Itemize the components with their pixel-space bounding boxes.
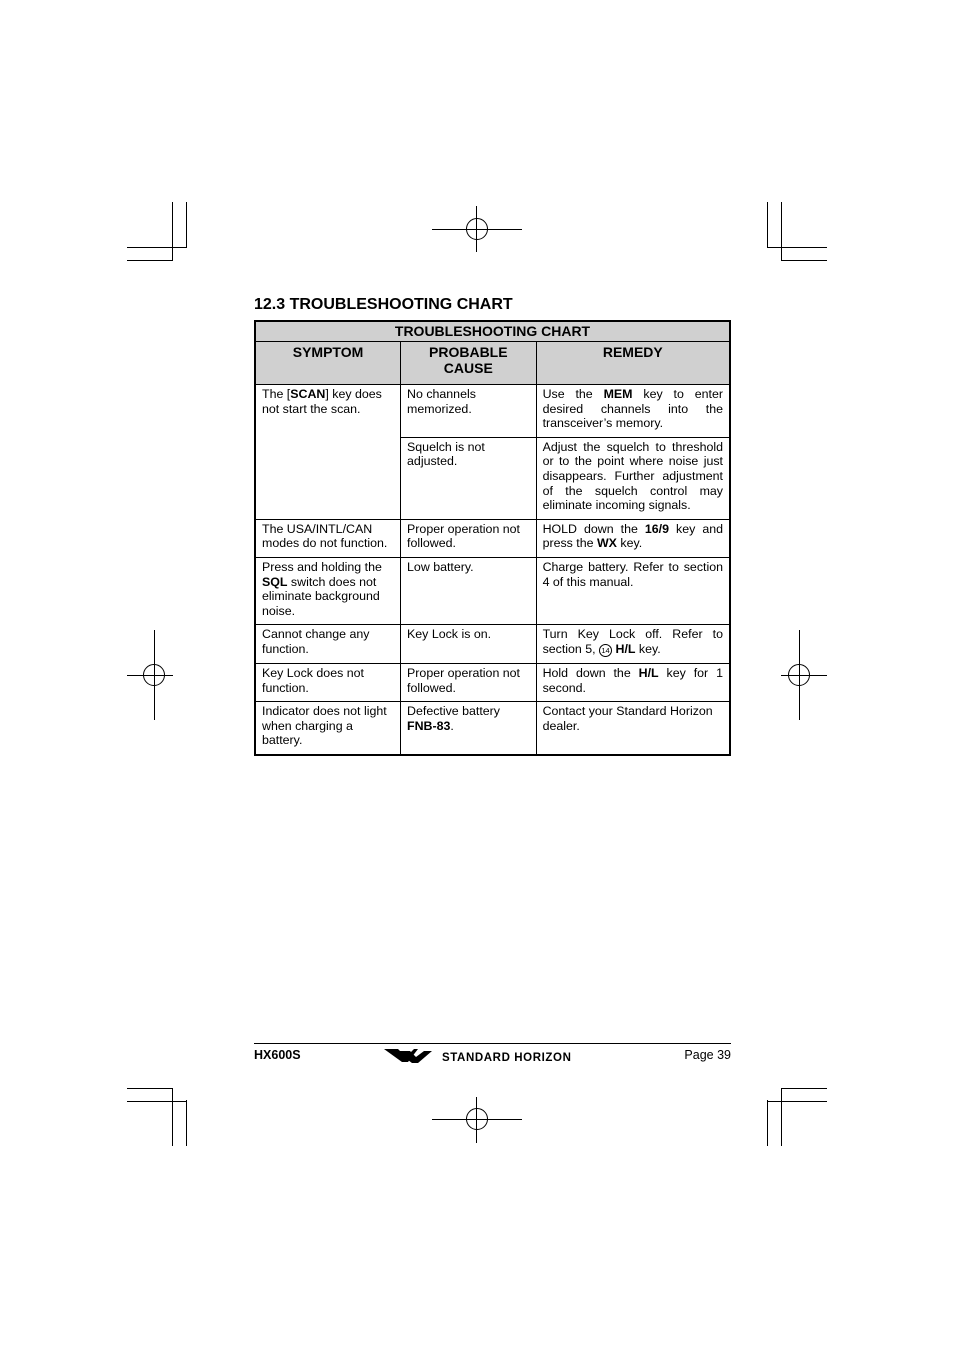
brand-mark-icon — [384, 1049, 432, 1063]
symptom-cell — [255, 385, 401, 520]
symptom-text: ] key does not start the scan. — [262, 387, 382, 416]
remedy-text: key for 1 second. — [542, 665, 723, 695]
symptom-cell: Key Lock does not function. — [255, 663, 401, 701]
remedy-cell — [536, 385, 730, 438]
remedy-cell: Contact your Standard Horizon dealer. — [536, 702, 730, 755]
brand-wordmark: STANDARD HORIZON — [442, 1052, 572, 1064]
table-header-row — [255, 342, 730, 385]
header-probable-cause — [401, 342, 537, 385]
symptom-cell: Cannot change any function. — [255, 625, 401, 664]
remedy-text: Turn Key Lock off. Refer to section 5, — [542, 627, 723, 656]
remedy-text: key. — [616, 536, 643, 551]
key-16-9-label: 16/9 — [644, 521, 670, 536]
table-title-row — [255, 321, 730, 342]
header-cause-line2: CAUSE — [443, 360, 493, 376]
table-row — [255, 557, 730, 624]
hl-key-label: H/L — [615, 641, 636, 656]
cause-cell: Key Lock is on. — [401, 625, 537, 664]
symptom-cell: The USA/INTL/CAN modes do not function. — [255, 519, 401, 557]
remedy-text: Use the — [542, 387, 604, 401]
footer-rule — [254, 1043, 731, 1044]
troubleshooting-table — [254, 320, 731, 756]
symptom-text: The [ — [262, 387, 291, 401]
cause-cell: Low battery. — [401, 557, 537, 624]
table-row — [255, 663, 730, 701]
remedy-text: Hold down the — [542, 665, 639, 680]
symptom-text: switch does not eliminate background noise. — [262, 574, 380, 618]
mem-key-label: MEM — [603, 387, 633, 401]
cause-cell: Proper operation not followed. — [401, 663, 537, 701]
remedy-text: key to enter desired channels into the transceiver’s memory. — [542, 387, 723, 431]
battery-model-label: FNB-83 — [407, 718, 451, 733]
footer-model: HX600S — [254, 1048, 301, 1062]
remedy-cell: Charge battery. Refer to section 4 of this manual. — [536, 557, 730, 624]
header-remedy: REMEDY — [536, 342, 730, 385]
table-row — [255, 385, 730, 438]
cause-text: . — [450, 718, 454, 733]
remedy-cell — [536, 625, 730, 664]
header-symptom: SYMPTOM — [255, 342, 401, 385]
cause-cell — [401, 702, 537, 755]
remedy-text: key and press the — [542, 521, 723, 551]
page-number: Page 39 — [684, 1048, 731, 1062]
remedy-text: key. — [635, 641, 661, 656]
remedy-cell — [536, 519, 730, 557]
symptom-cell — [255, 557, 401, 624]
table-row — [255, 625, 730, 664]
section-heading: 12.3 TROUBLESHOOTING CHART — [254, 296, 513, 313]
hl-key-label: H/L — [638, 665, 659, 680]
remedy-cell — [536, 663, 730, 701]
cause-cell: Proper operation not followed. — [401, 519, 537, 557]
remedy-cell: Adjust the squelch to threshold or to the point where noise just disappears. Further adjustment of the squelch control may eliminate incoming signals. — [536, 437, 730, 519]
circled-number-icon: 14 — [599, 644, 612, 657]
table-row — [255, 702, 730, 755]
cause-text: Defective battery — [407, 704, 501, 719]
header-cause-line1: PROBABLE — [429, 344, 508, 360]
wx-key-label: WX — [596, 536, 617, 551]
table-row — [255, 519, 730, 557]
symptom-text: Press and holding the — [262, 559, 382, 574]
standard-horizon-logo — [384, 1046, 604, 1066]
scan-key-label: SCAN — [290, 387, 326, 401]
cause-cell: Squelch is not adjusted. — [401, 437, 537, 519]
remedy-text: HOLD down the — [542, 521, 645, 536]
cause-cell: No channels memorized. — [401, 385, 537, 438]
table-title: TROUBLESHOOTING CHART — [255, 321, 730, 342]
symptom-cell: Indicator does not light when charging a battery. — [255, 702, 401, 755]
sql-switch-label: SQL — [262, 574, 288, 589]
